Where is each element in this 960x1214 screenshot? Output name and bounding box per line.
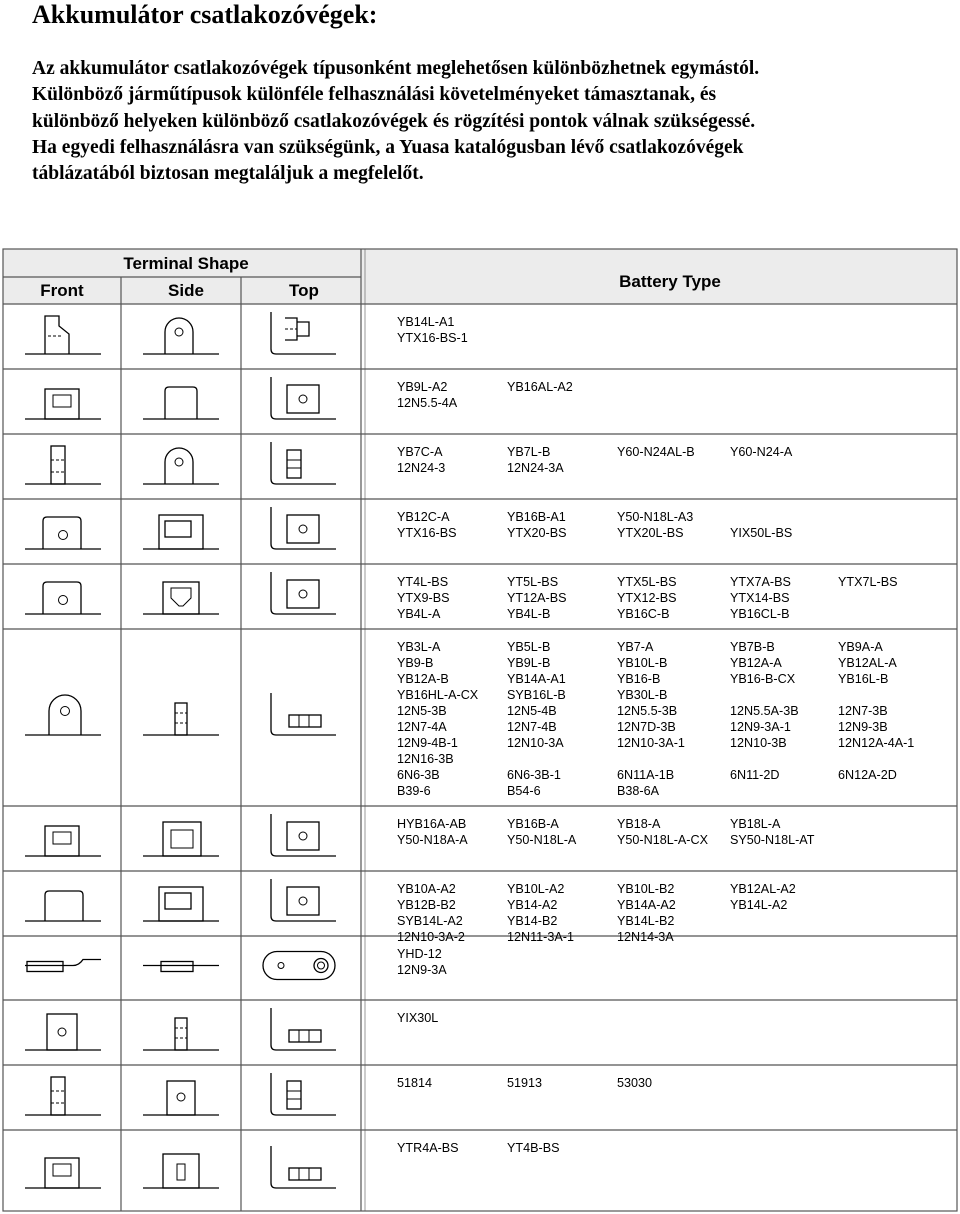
battery-type-code: YB12A-A — [730, 656, 782, 670]
battery-type-code: Y50-N18A-A — [397, 833, 468, 847]
battery-type-code: 6N11-2D — [730, 768, 780, 782]
battery-type-code: 12N7-3B — [838, 704, 888, 718]
top-square-screw-icon — [271, 572, 336, 614]
battery-type-code: SYB14L-A2 — [397, 914, 463, 928]
battery-type-code: YB16B-A — [507, 817, 559, 831]
battery-type-code: YB12C-A — [397, 510, 450, 524]
battery-type-code: YB12B-B2 — [397, 898, 456, 912]
battery-type-code: Y50-N18L-A3 — [617, 510, 694, 524]
front-tall-square-hole-icon — [25, 1014, 101, 1050]
battery-type-code: YB10L-A2 — [507, 882, 565, 896]
battery-type-code: YB16L-B — [838, 672, 889, 686]
battery-type-code: YB16AL-A2 — [507, 380, 573, 394]
top-flat-tab-icon — [271, 1146, 336, 1188]
battery-type-code: YB16-B — [617, 672, 661, 686]
intro-line: Ha egyedi felhasználásra van szükségünk, a Yuasa katalógusban lévő csatlakozóvégek — [32, 136, 744, 158]
side-box-terminal-icon — [143, 887, 219, 921]
side-round-hole-terminal-icon — [143, 318, 219, 354]
battery-type-code: 12N7-4B — [507, 720, 557, 734]
battery-type-code: YT4B-BS — [507, 1141, 560, 1155]
intro-line: táblázatából biztosan megtaláljuk a megfelelőt. — [32, 163, 424, 185]
battery-type-code: 12N9-3B — [838, 720, 888, 734]
battery-type-code: YTX7L-BS — [838, 575, 898, 589]
battery-type-code: YTX16-BS — [397, 526, 457, 540]
battery-type-code: 12N16-3B — [397, 752, 454, 766]
top-square-screw-icon — [271, 507, 336, 549]
front-box-terminal-icon — [25, 1158, 101, 1188]
battery-type-code: 12N9-4B-1 — [397, 736, 458, 750]
header-front: Front — [40, 281, 84, 300]
top-eyelet-terminal-icon — [263, 952, 335, 980]
battery-type-code: B38-6A — [617, 784, 660, 798]
battery-type-code: 12N24-3 — [397, 461, 446, 475]
battery-type-code: YTX20L-BS — [617, 526, 684, 540]
intro-line: Az akkumulátor csatlakozóvégek típusonként meglehetősen különbözhetnek egymástól. — [32, 58, 760, 79]
battery-type-code: YB30L-B — [617, 688, 668, 702]
top-split-terminal-icon — [271, 1073, 336, 1115]
battery-type-code: SY50-N18L-AT — [730, 833, 815, 847]
front-post-terminal-icon — [25, 446, 101, 484]
side-square-window-icon — [143, 822, 219, 856]
header-side: Side — [168, 281, 204, 300]
top-square-screw-icon — [271, 814, 336, 856]
front-step-terminal-icon — [25, 316, 101, 354]
battery-type-code: YB10L-B — [617, 656, 668, 670]
battery-type-code: YB7L-B — [507, 445, 551, 459]
battery-type-code: 12N24-3A — [507, 461, 564, 475]
battery-type-code: 53030 — [617, 1076, 653, 1090]
side-round-hole-terminal-icon — [143, 448, 219, 484]
battery-type-code: 12N5-4B — [507, 704, 557, 718]
side-slot-terminal-icon — [143, 1154, 219, 1188]
battery-type-code: YB14L-A2 — [730, 898, 788, 912]
top-square-screw-icon — [271, 879, 336, 921]
battery-type-code: YB7-A — [617, 640, 654, 654]
battery-type-code: YB16C-B — [617, 607, 670, 621]
battery-type-code: YB14L-A1 — [397, 315, 455, 329]
battery-type-code: YB16B-A1 — [507, 510, 566, 524]
battery-type-code: HYB16A-AB — [397, 817, 467, 831]
front-post-terminal-icon — [25, 1077, 101, 1115]
battery-type-code: 12N5.5-4A — [397, 396, 458, 410]
intro-paragraph — [32, 56, 942, 187]
battery-type-code: YB7C-A — [397, 445, 443, 459]
battery-type-code: YB9L-A2 — [397, 380, 448, 394]
front-block-terminal-icon — [25, 891, 101, 921]
front-box-terminal-icon — [25, 389, 101, 419]
header-top: Top — [289, 281, 319, 300]
side-post-terminal-icon — [143, 703, 219, 735]
front-box-terminal-icon — [25, 826, 101, 856]
battery-type-code: 12N9-3A — [397, 963, 447, 977]
battery-type-code: YB4L-A — [397, 607, 441, 621]
battery-type-code: YB14-B2 — [507, 914, 558, 928]
battery-type-code: YB12AL-A — [838, 656, 897, 670]
header-terminal-shape: Terminal Shape — [123, 254, 249, 273]
battery-type-code: YB14-A2 — [507, 898, 558, 912]
intro-line: Különböző járműtípusok különféle felhasználási követelményeket támasztanak, és — [32, 84, 717, 106]
battery-type-code: YHD-12 — [397, 947, 442, 961]
battery-type-code: 12N11-3A-1 — [507, 930, 574, 944]
battery-type-code: 12N10-3A-2 — [397, 930, 465, 944]
front-round-top-terminal-icon — [25, 695, 101, 735]
table-grid — [3, 249, 957, 1211]
battery-type-code: YB9A-A — [838, 640, 883, 654]
battery-type-code: YB10A-A2 — [397, 882, 456, 896]
battery-type-code: YTX20-BS — [507, 526, 567, 540]
battery-type-code: 12N10-3A — [507, 736, 564, 750]
side-box-terminal-icon — [143, 515, 219, 549]
side-post-terminal-icon — [143, 1018, 219, 1050]
battery-type-code: YB14A-A1 — [507, 672, 566, 686]
battery-type-code: YTX9-BS — [397, 591, 450, 605]
battery-type-code: 6N11A-1B — [617, 768, 675, 782]
battery-type-code: YB3L-A — [397, 640, 441, 654]
battery-type-code: 12N7D-3B — [617, 720, 676, 734]
battery-type-code: YTR4A-BS — [397, 1141, 459, 1155]
intro-line: különböző helyeken különböző csatlakozóvégek és rögzítési pontok válnak szükségessé. — [32, 110, 756, 132]
battery-type-code: YT12A-BS — [507, 591, 567, 605]
side-flat-terminal-icon — [143, 387, 219, 419]
battery-type-code: YIX30L — [397, 1011, 439, 1025]
front-square-hole-icon — [25, 582, 101, 614]
battery-type-code: B54-6 — [507, 784, 541, 798]
battery-type-code: 51913 — [507, 1076, 543, 1090]
battery-type-code: YTX16-BS-1 — [397, 331, 468, 345]
terminal-table — [0, 246, 960, 1212]
battery-type-code: YB5L-B — [507, 640, 551, 654]
front-square-hole-icon — [25, 517, 101, 549]
battery-type-code: 12N5.5A-3B — [730, 704, 799, 718]
battery-type-code: 12N12A-4A-1 — [838, 736, 915, 750]
front-lead-wire-icon — [25, 960, 101, 972]
side-nut-terminal-icon — [143, 582, 219, 614]
battery-type-code: 12N7-4A — [397, 720, 447, 734]
top-hook-terminal-icon — [271, 312, 336, 354]
battery-type-code: YB18-A — [617, 817, 661, 831]
battery-type-code: B39-6 — [397, 784, 431, 798]
battery-type-code: 12N9-3A-1 — [730, 720, 791, 734]
battery-type-code: YB9-B — [397, 656, 434, 670]
battery-type-code: Y50-N18L-A — [507, 833, 577, 847]
battery-type-code: YIX50L-BS — [730, 526, 793, 540]
battery-type-code: YB14L-B2 — [617, 914, 675, 928]
battery-type-code: YTX5L-BS — [617, 575, 677, 589]
battery-type-code: 6N6-3B-1 — [507, 768, 561, 782]
battery-type-code: YTX7A-BS — [730, 575, 791, 589]
battery-type-code: YB9L-B — [507, 656, 551, 670]
battery-type-code: 12N5.5-3B — [617, 704, 678, 718]
battery-type-code: YB12A-B — [397, 672, 449, 686]
battery-type-code: 12N10-3B — [730, 736, 787, 750]
top-square-screw-icon — [271, 377, 336, 419]
battery-type-code: SYB16L-B — [507, 688, 566, 702]
battery-type-code: YTX14-BS — [730, 591, 790, 605]
battery-type-code: Y60-N24AL-B — [617, 445, 695, 459]
top-flat-tab-icon — [271, 693, 336, 735]
battery-type-code: Y50-N18L-A-CX — [617, 833, 708, 847]
battery-type-code: YB7B-B — [730, 640, 775, 654]
battery-type-code: 12N10-3A-1 — [617, 736, 685, 750]
side-lead-wire-icon — [143, 962, 219, 972]
battery-type-code: YB16HL-A-CX — [397, 688, 479, 702]
battery-type-code: YT4L-BS — [397, 575, 449, 589]
battery-type-code: YTX12-BS — [617, 591, 677, 605]
page-title: Akkumulátor csatlakozóvégek: — [32, 0, 378, 29]
battery-type-code: YT5L-BS — [507, 575, 559, 589]
side-square-hole-icon — [143, 1081, 219, 1115]
battery-type-code: YB12AL-A2 — [730, 882, 796, 896]
battery-type-code: YB16-B-CX — [730, 672, 796, 686]
top-flat-tab-icon — [271, 1008, 336, 1050]
battery-type-code: 6N6-3B — [397, 768, 440, 782]
battery-type-code: YB4L-B — [507, 607, 551, 621]
battery-type-code: YB10L-B2 — [617, 882, 675, 896]
battery-type-code: YB18L-A — [730, 817, 781, 831]
battery-type-code: 6N12A-2D — [838, 768, 897, 782]
battery-type-code: 12N14-3A — [617, 930, 674, 944]
top-split-terminal-icon — [271, 442, 336, 484]
battery-type-code: 51814 — [397, 1076, 433, 1090]
battery-type-code: Y60-N24-A — [730, 445, 793, 459]
battery-type-code: YB16CL-B — [730, 607, 790, 621]
header-battery-type: Battery Type — [619, 272, 721, 291]
battery-type-code: YB14A-A2 — [617, 898, 676, 912]
battery-type-code: 12N5-3B — [397, 704, 447, 718]
